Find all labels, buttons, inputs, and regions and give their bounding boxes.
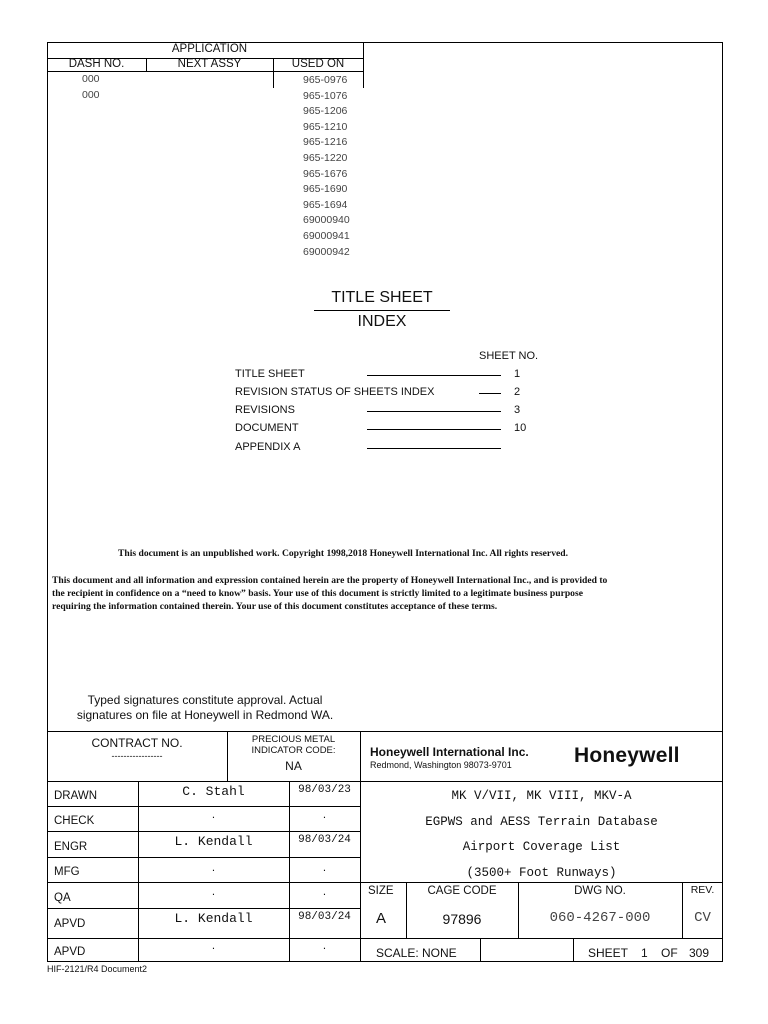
used-on-value: 965-1076 — [303, 89, 348, 102]
used-on-value: 69000941 — [303, 229, 350, 242]
application-header: APPLICATION — [171, 43, 248, 55]
approval-role: QA — [54, 892, 71, 904]
index-item-label: REVISION STATUS OF SHEETS INDEX — [235, 386, 435, 398]
dwg-no-label: DWG NO. — [574, 885, 626, 897]
copyright-notice: This document is an unpublished work. Copyright 1998,2018 Honeywell International Inc. All rights reserved. — [118, 548, 568, 559]
proprietary-line: requiring the information contained therein. Your use of this document constitutes acceptance of these terms. — [52, 601, 498, 612]
cage-code-value: 97896 — [442, 911, 482, 927]
used-on-value: 965-1220 — [303, 151, 348, 164]
approval-date: 98/03/24 — [298, 834, 351, 846]
dwg-no-value: 060-4267-000 — [549, 910, 651, 926]
used-on-value: 965-1676 — [303, 167, 348, 180]
used-on-value: 965-1210 — [303, 120, 348, 133]
index-item-label: REVISIONS — [235, 404, 295, 416]
approval-name: . — [211, 862, 216, 874]
used-on-value: 965-1216 — [303, 136, 348, 149]
approval-name: . — [211, 940, 216, 952]
approval-role: APVD — [54, 946, 86, 958]
sheet-no-header: SHEET NO. — [479, 350, 539, 362]
approval-role: APVD — [54, 918, 86, 930]
approval-date: 98/03/23 — [298, 784, 351, 796]
honeywell-logo: Honeywell — [574, 744, 680, 767]
approval-date: 98/03/24 — [298, 911, 351, 923]
used-on-list — [303, 73, 350, 260]
approval-role: ENGR — [54, 841, 88, 853]
used-on-value: 69000940 — [303, 214, 350, 227]
index-item-label: DOCUMENT — [235, 422, 299, 434]
approval-date: . — [322, 940, 327, 952]
signature-note-line: Typed signatures constitute approval. Actual — [87, 693, 323, 707]
approval-role: CHECK — [54, 815, 95, 827]
approval-role: DRAWN — [54, 790, 98, 802]
index-heading: INDEX — [357, 313, 407, 330]
approval-role: MFG — [54, 866, 80, 878]
approval-date: . — [322, 862, 327, 874]
used-on-value: 69000942 — [303, 245, 350, 258]
next-assy-header: NEXT ASSY — [177, 58, 242, 70]
sheet-label: SHEET — [588, 946, 629, 960]
precious-metal-label: PRECIOUS METAL INDICATOR CODE: — [251, 734, 336, 756]
size-label: SIZE — [368, 885, 394, 897]
used-on-value: 965-0976 — [303, 74, 348, 86]
index-item-label: TITLE SHEET — [235, 368, 305, 380]
company-address: Redmond, Washington 98073-9701 — [370, 760, 512, 770]
signature-note — [47, 693, 363, 723]
contract-value: ----------------- — [111, 751, 163, 761]
signature-note-line: signatures on file at Honeywell in Redmond WA. — [76, 708, 334, 722]
rev-value: CV — [694, 910, 711, 926]
dash-no-value: 000 — [82, 89, 100, 101]
approval-name: . — [211, 886, 216, 898]
proprietary-line: This document and all information and expression contained herein are the property of Honeywell International Inc., and is provided to — [52, 575, 608, 586]
dash-no-value: 000 — [82, 73, 100, 85]
scale-label: SCALE: NONE — [376, 946, 457, 960]
index-item-sheet: 10 — [514, 422, 527, 434]
approval-name: L. Kendall — [174, 911, 253, 926]
contract-label: CONTRACT NO. — [91, 736, 183, 750]
index-item-sheet: 3 — [514, 404, 521, 416]
document-title-line: (3500+ Foot Runways) — [466, 865, 617, 880]
sheet-total: 309 — [689, 946, 710, 960]
document-title-line: Airport Coverage List — [462, 840, 621, 854]
form-footer: HIF-2121/R4 Document2 — [47, 964, 148, 974]
rev-label: REV. — [690, 884, 715, 896]
index-item-label: APPENDIX A — [235, 441, 301, 453]
document-title — [360, 784, 723, 886]
company-name: Honeywell International Inc. — [370, 745, 529, 759]
title-sheet-heading: TITLE SHEET — [331, 289, 433, 306]
proprietary-line: the recipient in confidence on a “need to know” basis. Your use of this document is strictly limited to a legitimate business purpose — [52, 588, 583, 599]
approval-name: C. Stahl — [182, 784, 245, 799]
approval-name: . — [211, 809, 216, 821]
approval-name: L. Kendall — [174, 834, 253, 849]
precious-metal-value: NA — [285, 759, 302, 773]
used-on-header: USED ON — [291, 58, 345, 70]
size-value: A — [376, 910, 387, 927]
approval-date: . — [322, 886, 327, 898]
used-on-value: 965-1694 — [303, 198, 348, 211]
used-on-value: 965-1690 — [303, 183, 348, 196]
proprietary-notice — [52, 574, 720, 613]
dash-no-header: DASH NO. — [68, 58, 125, 70]
index-item-sheet: 2 — [514, 386, 521, 398]
document-title-line: MK V/VII, MK VIII, MKV-A — [451, 789, 632, 803]
used-on-value: 965-1206 — [303, 105, 348, 118]
of-label: OF — [661, 946, 678, 960]
sheet-number: 1 — [641, 946, 648, 960]
approval-date: . — [322, 809, 327, 821]
index-item-sheet: 1 — [514, 368, 521, 380]
cage-code-label: CAGE CODE — [427, 885, 497, 897]
document-title-line: EGPWS and AESS Terrain Database — [425, 814, 658, 829]
